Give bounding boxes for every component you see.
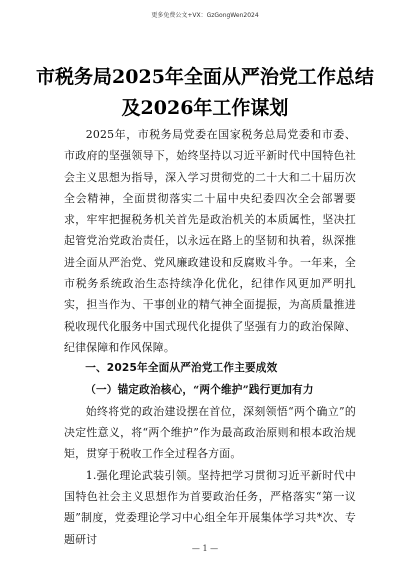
subsection-heading-1: （一）锚定政治核心，“两个维护”践行更加有力 (85, 383, 314, 396)
section-heading-1: 一、2025年全面从严治党工作主要成效 (85, 362, 278, 375)
document-title (0, 62, 410, 124)
title-line-2: 及2026年工作谋划 (121, 97, 289, 119)
title-line-1: 市税务局2025年全面从严治党工作总结 (36, 66, 374, 88)
intro-paragraph: 2025年，市税务局党委在国家税务总局党委和市委、市政府的坚强领导下，始终坚持以习近平新时代中国特色社会主义思想为指导，深入学习贯彻党的二十大和二十届历次全会精神，全面贯彻落实二十届中央纪委四次全会部署要求，牢牢把握税务机关首先是政治机关的本质属性，坚决扛起管党治党政治责任，以永远在路上的坚韧和执着，纵深推进全面从严治党、党风廉政建设和反腐败斗争。一年来，全市税务系统政治生态持续净化优化，纪律作风更加严明扎实，担当作为、干事创业的精气神全面提振，为高质量推进税收现代化服务中国式现代化提供了坚强有力的政治保障、纪律保障和作风保障。 (64, 128, 356, 354)
item-paragraph-1: 1.强化理论武装引领。坚持把学习贯彻习近平新时代中国特色社会主义思想作为首要政治任务，严格落实“第一议题”制度，党委理论学习中心组全年开展集体学习共*次、专题研讨 (64, 468, 356, 546)
subsection-paragraph: 始终将党的政治建设摆在首位，深刻领悟“两个确立”的决定性意义，将“两个维护”作为最高政治原则和根本政治规矩，贯穿于税收工作全过程各方面。 (64, 404, 356, 461)
header-banner: 更多免费公文+VX：GzGongWen2024 (151, 12, 259, 19)
document-body (64, 124, 356, 550)
page-number: — 1 — (191, 544, 219, 553)
